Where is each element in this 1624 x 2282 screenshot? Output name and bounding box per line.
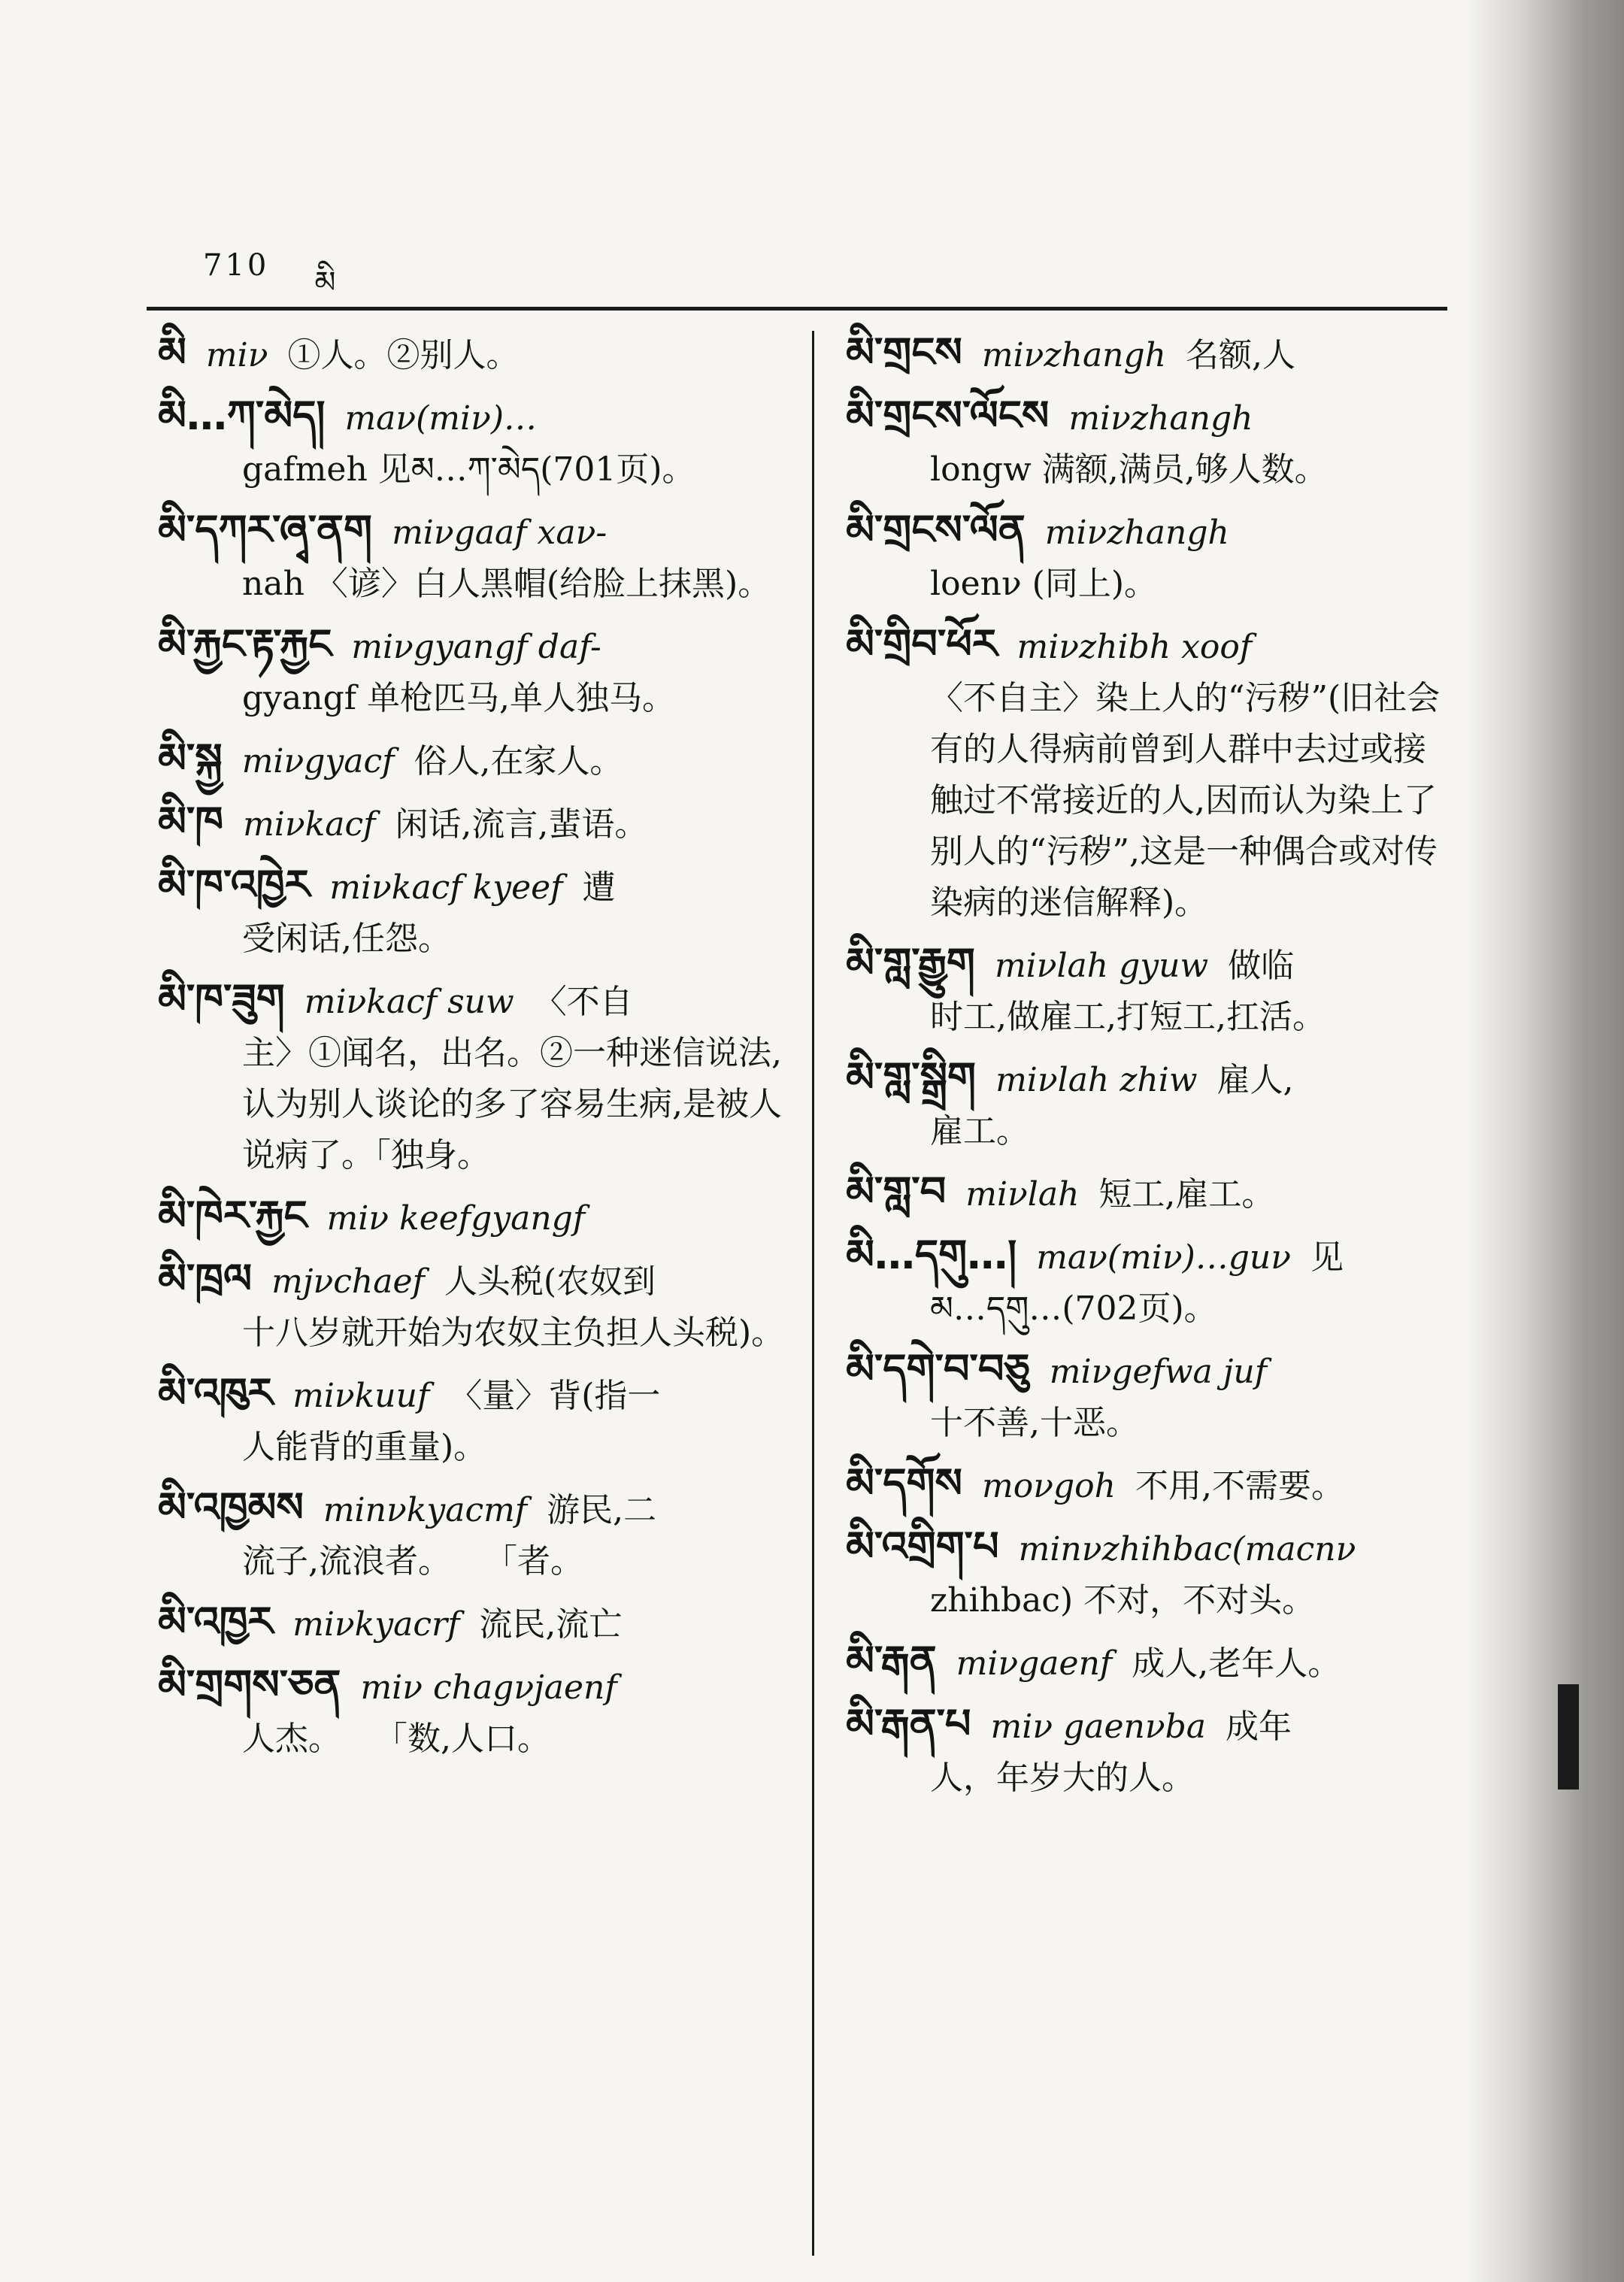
entry-continuation: 时工,做雇工,打短工,扛活。 [930, 998, 1326, 1036]
entry-headline [158, 974, 789, 1028]
entry-definition: 〈量〉背(指一 [449, 1377, 661, 1415]
entry-headline [158, 859, 789, 914]
entry-continuation: longw 满额,满员,够人数。 [930, 450, 1328, 489]
dictionary-entry [846, 505, 1447, 610]
entry-continuation: 人，年岁大的人。 [930, 1759, 1195, 1797]
entry-definition: 做临 [1228, 947, 1295, 985]
entry-headline [846, 938, 1447, 992]
entry-tibetan: མི་སྐྱ [158, 735, 223, 782]
entry-headline [846, 505, 1447, 559]
entry-tibetan: མི་དགོས [846, 1459, 962, 1507]
entry-headline [846, 1166, 1447, 1220]
entry-headline [158, 619, 789, 673]
entry-continuation: nah 〈谚〉白人黑帽(给脸上抹黑)。 [242, 565, 771, 603]
entry-tibetan: མི་རྐྱང་རྟ་རྐྱང [158, 620, 332, 668]
entry-headline [846, 1458, 1447, 1512]
entry-definition: 不用,不需要。 [1135, 1467, 1344, 1505]
entry-headline [846, 1344, 1447, 1398]
entry-romanization: maν(miν)… [344, 399, 538, 438]
entry-headline [158, 505, 789, 559]
entry-headline [846, 1521, 1447, 1575]
entry-definition: 〈不自 [533, 983, 633, 1021]
entry-continuation: gafmeh 见མ…ཀ་མེད(701页)。 [242, 450, 695, 489]
entry-romanization: moνgoh [981, 1467, 1116, 1505]
entry-continuation: loenν (同上)。 [930, 565, 1158, 603]
entry-tibetan: མི་ཁ་འཁྱེར [158, 861, 311, 908]
entry-tibetan: མི་རྒན་པ [846, 1700, 971, 1747]
dictionary-entry [846, 1635, 1447, 1690]
entry-tibetan: མི་གླ་རྒྱུག [846, 939, 975, 986]
dictionary-entry [158, 619, 789, 724]
scan-shadow-edge [1466, 0, 1624, 2282]
entry-romanization: miν chagνjaenf [360, 1668, 617, 1707]
running-head: མི [314, 265, 339, 300]
entry-continuation: མ…དགུ…(702页)。 [930, 1289, 1217, 1328]
left-column [158, 327, 789, 1774]
entry-continuation: zhihbac) 不对，不对头。 [930, 1581, 1316, 1620]
entry-continuation: 受闲话,任怨。 [242, 920, 451, 958]
entry-romanization: miνzhangh [981, 336, 1167, 374]
entry-romanization: miνgaaf xaν- [392, 514, 607, 552]
dictionary-entry [846, 1521, 1447, 1626]
dictionary-entry [846, 327, 1447, 381]
entry-headline [846, 1699, 1447, 1753]
entry-continuation: 人杰。 「数,人口。 [242, 1720, 550, 1758]
dictionary-entry [846, 1229, 1447, 1335]
entry-tibetan: མི་དགེ་བ་བཅུ [846, 1345, 1030, 1393]
page-header [203, 248, 338, 333]
entry-headline [158, 1482, 789, 1536]
entry-romanization: miν [205, 336, 268, 374]
entry-definition: ①人。②别人。 [287, 336, 520, 374]
entry-headline [846, 619, 1447, 673]
dictionary-entry [846, 1699, 1447, 1804]
entry-tibetan: མི་འཁྱར [158, 1598, 274, 1645]
entry-romanization: miνlah gyuw [994, 947, 1209, 985]
entry-headline [158, 390, 789, 444]
entry-definition: 遭 [582, 868, 616, 907]
entry-definition: 闲话,流言,蜚语。 [395, 805, 648, 844]
dictionary-entry [846, 1052, 1447, 1157]
entry-tibetan: མི་གྲིབ་ཕོར [846, 620, 998, 668]
right-column [846, 327, 1447, 1813]
entry-romanization: miνzhangh [1068, 399, 1253, 438]
entry-continuation: gyangf 单枪匹马,单人独马。 [242, 679, 676, 717]
entry-headline [158, 1659, 789, 1714]
entry-continuation: 十不善,十恶。 [930, 1404, 1139, 1442]
entry-headline [158, 1596, 789, 1650]
dictionary-entry [846, 390, 1447, 495]
entry-romanization: miνzhibh xoof [1017, 628, 1253, 666]
dictionary-entry [846, 1458, 1447, 1512]
entry-tibetan: མི་གྲངས་ལོངས [846, 392, 1050, 439]
dictionary-entry [158, 1482, 789, 1587]
entry-tibetan: མི་གླ་བ [846, 1168, 947, 1215]
entry-headline [846, 1052, 1447, 1106]
dictionary-entry [846, 938, 1447, 1043]
entry-headline [846, 1229, 1447, 1283]
dictionary-entry [158, 1596, 789, 1650]
entry-tibetan: མི་འགྲིག་པ [846, 1523, 999, 1570]
entry-romanization: minνkyacmf [323, 1491, 528, 1529]
entry-romanization: miνzhangh [1044, 514, 1229, 552]
entry-headline [158, 1253, 789, 1308]
entry-tibetan: མི་ཁ་ཟུག [158, 975, 285, 1023]
dictionary-entry [158, 796, 789, 850]
dictionary-entry [158, 327, 789, 381]
entry-headline [158, 1190, 789, 1244]
dictionary-entry [158, 505, 789, 610]
entry-tibetan: མི་གྲངས [846, 329, 962, 376]
entry-tibetan: མི…ཀ་མེད། [158, 392, 326, 439]
dictionary-entry [846, 619, 1447, 929]
entry-definition: 俗人,在家人。 [414, 742, 623, 780]
dictionary-entry [158, 1659, 789, 1765]
entry-romanization: minνzhihbac(macnν [1018, 1530, 1356, 1568]
dictionary-entry [158, 859, 789, 965]
dictionary-entry [158, 733, 789, 787]
entry-romanization: miνlah [965, 1175, 1080, 1214]
entry-headline [158, 327, 789, 381]
entry-romanization: miνgaenf [956, 1644, 1113, 1683]
entry-tibetan: མི་དཀར་ཞྭ་ནག [158, 506, 373, 553]
page-number: 710 [203, 248, 270, 283]
entry-romanization: miνkacf kyeef [329, 868, 563, 907]
entry-headline [846, 390, 1447, 444]
dictionary-entry [846, 1344, 1447, 1449]
entry-definition: 流民,流亡 [479, 1605, 623, 1644]
entry-tibetan: མི་གྲངས་ལོན [846, 506, 1026, 553]
entry-romanization: miνlah zhiw [995, 1061, 1198, 1099]
entry-romanization: miνkuuf [292, 1377, 430, 1415]
entry-tibetan: མི་ཁྲལ [158, 1255, 253, 1302]
dictionary-entry [158, 390, 789, 495]
dictionary-entry [158, 1368, 789, 1473]
entry-romanization: miνgyangf daf- [351, 628, 601, 666]
entry-definition: 短工,雇工。 [1098, 1175, 1275, 1214]
scan-artifact-mark [1558, 1684, 1579, 1790]
entry-romanization: miνkacf [243, 805, 376, 844]
entry-romanization: maν(miν)…guν [1036, 1238, 1292, 1277]
entry-romanization: mjνchaef [271, 1262, 425, 1301]
entry-definition: 名额,人 [1186, 336, 1296, 374]
entry-romanization: miν gaenνba [990, 1708, 1206, 1746]
entry-continuation: 流子,流浪者。 「者。 [242, 1542, 583, 1580]
entry-definition: 见 [1310, 1238, 1344, 1277]
entry-continuation: 雇工。 [930, 1112, 1029, 1150]
entry-tibetan: མི་གླ་སྒྲིག [846, 1053, 977, 1101]
entry-continuation: 〈不自主〉染上人的“污秽”(旧社会有的人得病前曾到人群中去过或接触过不常接近的人,因而认为染上了别人的“污秽”,这是一种偶合或对传染病的迷信解释)。 [930, 679, 1441, 922]
entry-tibetan: མི་རྒན [846, 1637, 937, 1684]
dictionary-entry [846, 1166, 1447, 1220]
entry-continuation: 人能背的重量)。 [242, 1428, 487, 1466]
entry-romanization: miν keefgyangf [326, 1199, 586, 1238]
dictionary-entry [158, 974, 789, 1181]
entry-definition: 雇人, [1216, 1061, 1294, 1099]
header-rule [147, 307, 1447, 311]
entry-continuation: 十八岁就开始为农奴主负担人头税)。 [242, 1314, 785, 1352]
entry-tibetan: མི་འཁུར [158, 1369, 274, 1417]
entry-headline [158, 1368, 789, 1422]
entry-tibetan: མི་གྲགས་ཅན [158, 1661, 341, 1708]
entry-definition: 游民,二 [547, 1491, 657, 1529]
dictionary-entry [158, 1190, 789, 1244]
entry-tibetan: མི…དགུ…། [846, 1231, 1017, 1278]
entry-headline [158, 733, 789, 787]
entry-romanization: miνgyacf [241, 742, 395, 780]
entry-definition: 成年 [1226, 1708, 1292, 1746]
entry-definition: 人头税(农奴到 [444, 1262, 656, 1301]
entry-romanization: miνgefwa juf [1049, 1353, 1267, 1391]
entry-headline [846, 1635, 1447, 1690]
entry-headline [158, 796, 789, 850]
entry-tibetan: མི་ཁ [158, 798, 224, 845]
entry-romanization: miνkyacrf [292, 1605, 460, 1644]
entry-headline [846, 327, 1447, 381]
entry-tibetan: མི་ཁེར་རྐྱང [158, 1192, 308, 1239]
column-divider [812, 331, 814, 2256]
dictionary-entry [158, 1253, 789, 1359]
entry-continuation: 主〉①闻名，出名。②一种迷信说法,认为别人谈论的多了容易生病,是被人说病了。「独身。 [242, 1034, 782, 1174]
entry-romanization: miνkacf suw [304, 983, 514, 1021]
entry-tibetan: མི [158, 329, 186, 376]
entry-tibetan: མི་འཁྱམས [158, 1483, 304, 1531]
entry-definition: 成人,老年人。 [1132, 1644, 1341, 1683]
